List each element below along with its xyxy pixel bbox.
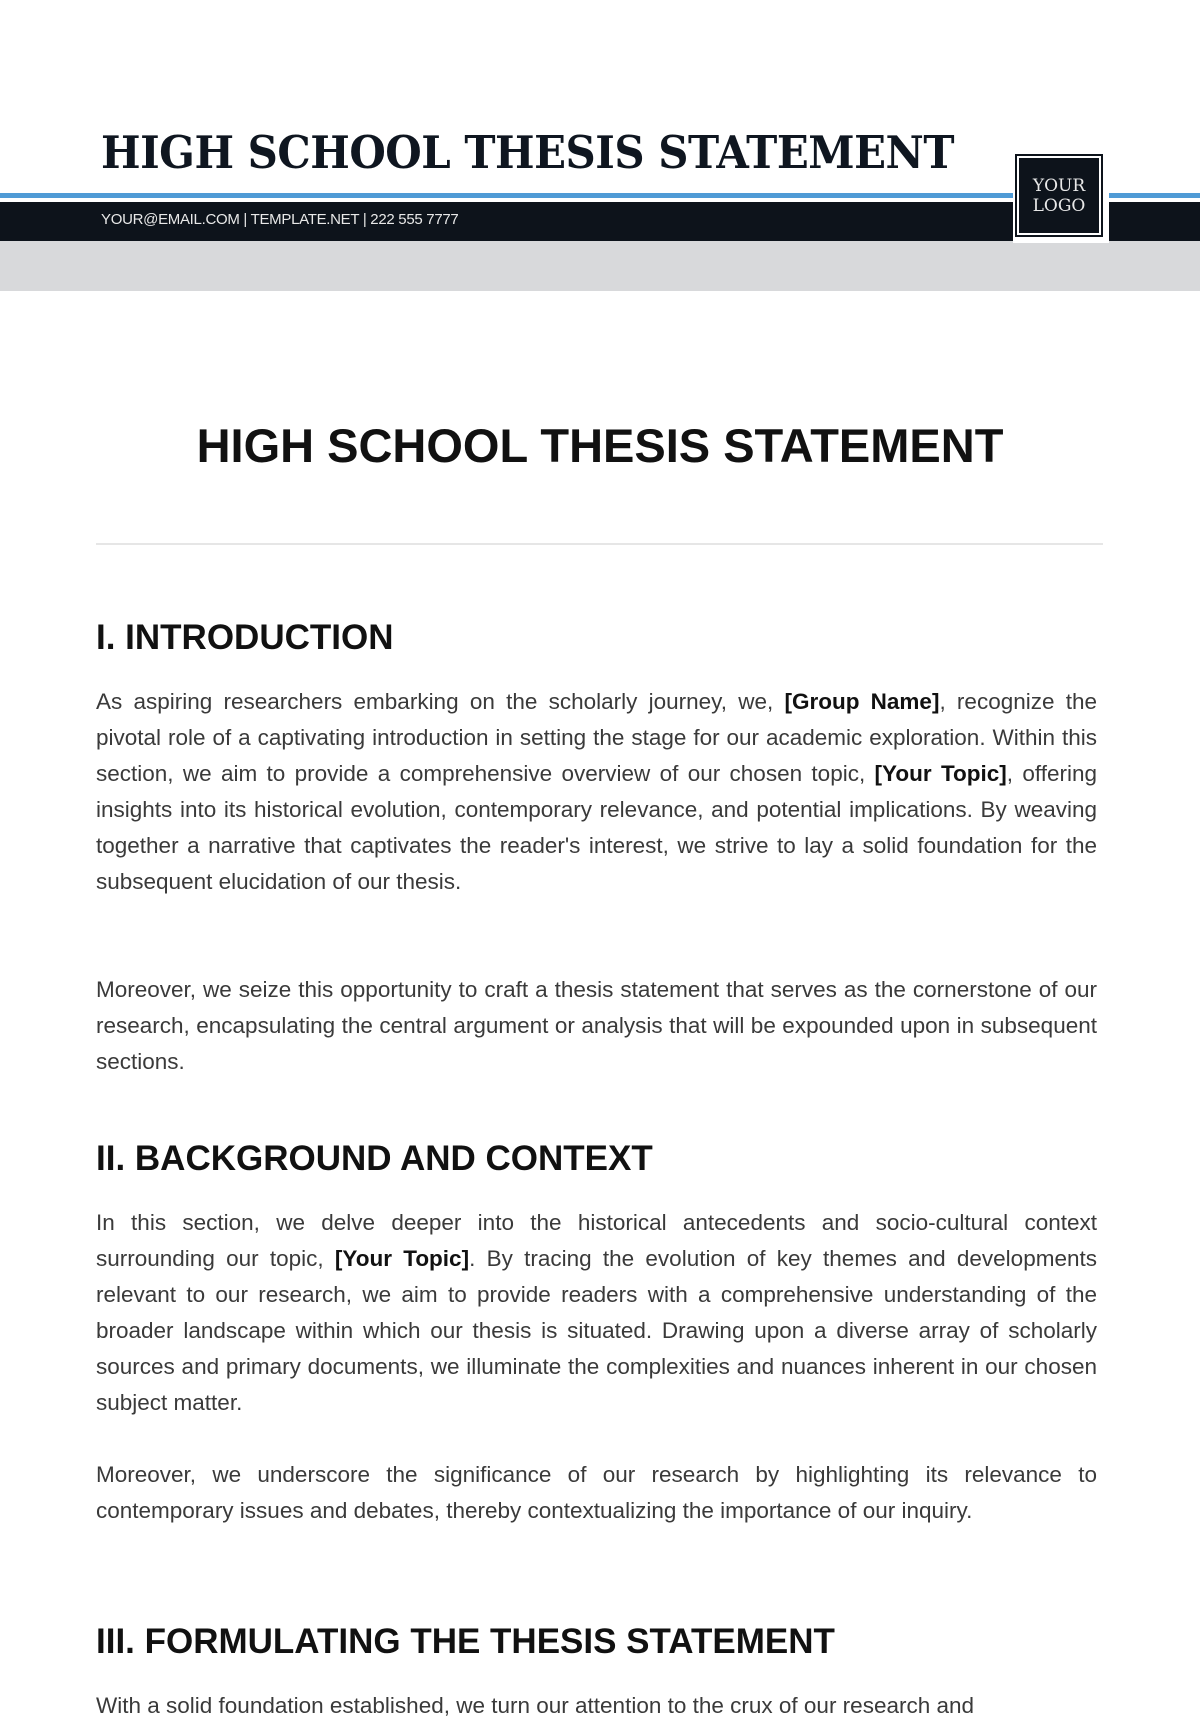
background-paragraph-2: Moreover, we underscore the significance of our research by highlighting its relevance to contemporary issues and debates, thereby contextualizing the importance of our inquiry.	[96, 1462, 1097, 1523]
header-contact-info: YOUR@EMAIL.COM | TEMPLATE.NET | 222 555 7777	[101, 211, 459, 228]
text: . By tracing the evolution of key themes and developments relevant to our research, we aim to provide readers with a comprehensive understanding of the broader landscape within which our thesis is situated. Drawing upon a diverse array of scholarly sources and primary documents, we illuminate the complexities and nuances inherent in our chosen subject matter.	[96, 1246, 1097, 1415]
text: As aspiring researchers embarking on the scholarly journey, we,	[96, 689, 785, 714]
divider	[96, 543, 1103, 545]
text: , offering insights into its historical evolution, contemporary relevance, and potential implications. By weaving together a narrative that captivates the reader's interest, we strive to lay a solid foundation for the subsequent elucidation of our thesis.	[96, 761, 1098, 894]
logo-line-1: YOUR	[1032, 175, 1086, 196]
document-title: HIGH SCHOOL THESIS STATEMENT	[196, 419, 1004, 472]
introduction-paragraph-2: Moreover, we seize this opportunity to craft a thesis statement that serves as the cornerstone of our research, encapsulating the central argument or analysis that will be expounded upon in subsequent sections.	[96, 977, 1097, 1074]
background-paragraph-1	[96, 1205, 1097, 1421]
placeholder-topic: [Your Topic]	[334, 1246, 470, 1271]
text: In this section, we delve deeper into the historical antecedents and socio-cultural context surrounding our topic,	[96, 1210, 1097, 1271]
logo-frame	[1013, 152, 1109, 243]
section-heading-introduction: I. INTRODUCTION	[96, 618, 394, 657]
header-grey-band	[0, 241, 1200, 291]
text: , recognize the pivotal role of a captivating introduction in setting the stage for our academic exploration. Within this section, we aim to provide a comprehensive overview of our chosen topic,	[96, 689, 1098, 786]
placeholder-topic: [Your Topic]	[874, 761, 1007, 786]
logo-line-2: LOGO	[1032, 195, 1086, 216]
section-heading-formulating: III. FORMULATING THE THESIS STATEMENT	[96, 1622, 835, 1661]
header-title: HIGH SCHOOL THESIS STATEMENT	[101, 126, 955, 179]
formulating-paragraph-1: With a solid foundation established, we turn our attention to the crux of our research and	[96, 1693, 975, 1718]
introduction-paragraph-1	[96, 684, 1097, 900]
logo-placeholder	[1017, 156, 1101, 235]
placeholder-group-name: [Group Name]	[784, 689, 940, 714]
section-heading-background: II. BACKGROUND AND CONTEXT	[96, 1139, 653, 1178]
